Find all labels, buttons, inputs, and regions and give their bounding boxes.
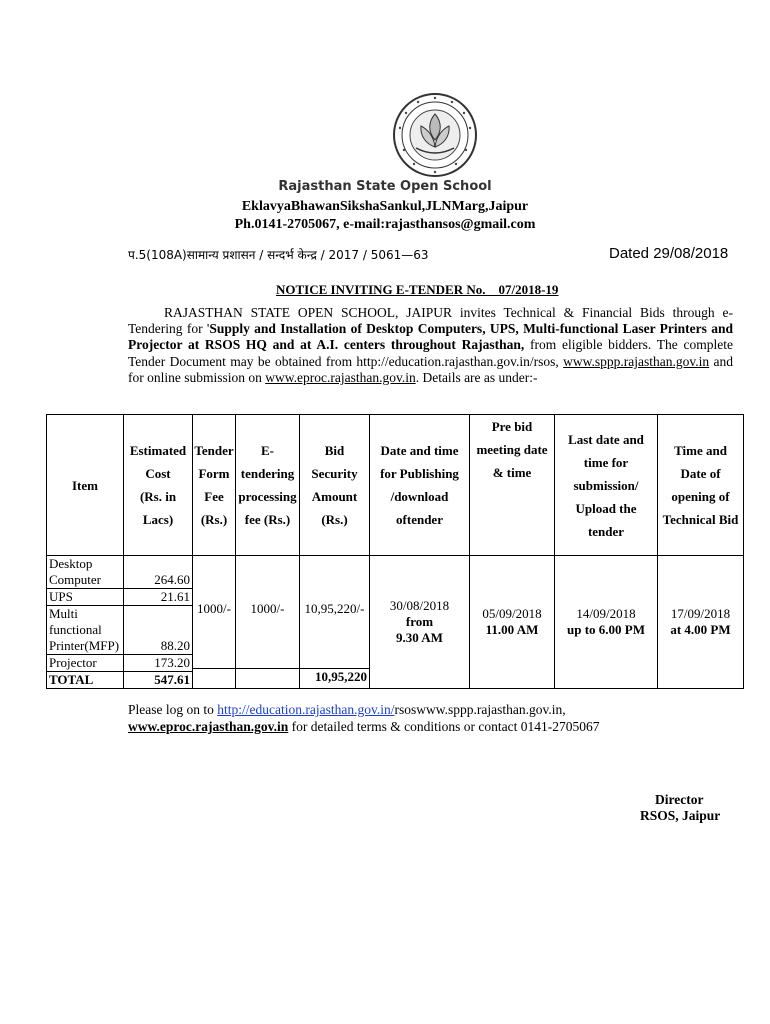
notice-date: Dated 29/08/2018 [609,245,729,262]
notice-subject: Supply and Installation of Desktop Computers, UPS, Multi-functional Laser Printers and Projector at RSOS HQ and at A.I. centers throughout Rajasthan, [128,321,733,353]
organization-address: EklavyaBhawanSikshaSankul,JLNMarg,Jaipur [241,199,529,214]
header-line: Date and time [380,443,459,458]
table-row [47,556,744,689]
header-line: Upload the [575,500,637,516]
bid-security-value: 10,95,220/- [300,556,369,669]
signatory-title: Director [655,792,704,807]
item-line: Printer(MFP) [49,638,120,653]
pre-bid-time: 11.00 AM [485,622,539,637]
header-line: time for [583,454,629,470]
item-total-label: TOTAL [49,672,94,687]
opening-date: 17/09/2018 [670,606,731,621]
header-line: meeting date [476,442,548,457]
item-projector: Projector [47,655,123,672]
eproc-link[interactable]: www.eproc.rajasthan.gov.in [265,369,416,385]
publishing-time: 9.30 AM [396,630,443,645]
header-line: Cost [145,466,171,481]
e-tendering-fee-value: 1000/- [236,556,299,669]
header-line: processing [238,489,297,504]
header-line: Fee [204,489,224,504]
opening-time: at 4.00 PM [670,622,731,637]
header-line: fee (Rs.) [244,512,291,527]
header-line: Date of [680,466,721,481]
education-portal-link[interactable]: http://education.rajasthan.gov.in/ [217,702,395,717]
header-line: E- [261,443,274,458]
header-line: Tender [194,443,234,458]
footer-prefix: Please log on to [128,702,218,717]
signatory-office: RSOS, Jaipur [640,808,721,823]
notice-body [128,305,733,386]
header-line: /download [390,489,449,504]
tender-fee-value: 1000/- [193,556,235,669]
item-line: Multi [49,606,78,621]
organization-name: Rajasthan State Open School [278,179,492,194]
item-line: Desktop [49,556,93,571]
item-line: Computer [49,572,101,587]
publishing-from: from [405,614,434,629]
header-line: Time and [674,443,727,458]
header-e-tendering-fee [236,415,300,556]
header-line: Last date and [568,431,644,447]
header-publishing-date [370,415,470,556]
header-line: Lacs) [142,512,174,527]
item-list [47,556,124,689]
header-line: Pre bid [491,419,533,434]
header-line: Estimated [129,443,187,458]
publishing-date: 30/08/2018 [389,598,450,613]
cost-desktop: 264.60 [124,556,192,589]
last-date-cell [555,556,658,689]
reference-number: प.5(108A)सामान्य प्रशासन / सन्दर्भ केन्द्र / 2017 / 5061—63 [128,248,429,262]
header-line: (Rs. in [139,489,177,504]
header-bid-security [300,415,370,556]
notice-after-subject: from eligible bidders. The complete Tender Document may be obtained from http://education.rajasthan.gov.in/rsos, [128,337,733,369]
item-line: functional [49,622,102,637]
opening-cell [658,556,744,689]
table-header-row [47,415,744,556]
publishing-cell [370,556,470,689]
header-estimated-cost [124,415,193,556]
cost-list [124,556,193,689]
notice-mid: and for online submission on [128,353,733,385]
last-date-time: up to 6.00 PM [567,622,645,637]
header-line: Amount [311,489,358,504]
header-line: opening of [671,489,730,504]
sppp-link[interactable]: www.sppp.rajasthan.gov.in [563,353,710,369]
notice-intro: RAJASTHAN STATE OPEN SCHOOL, JAIPUR invites Technical & Financial Bids through e-Tendering for ' [128,305,733,337]
bid-security-cell [300,556,370,689]
cost-projector: 173.20 [124,655,192,672]
header-line: Security [311,466,358,481]
header-line: Bid [324,443,345,458]
eproc-footer-link[interactable]: www.eproc.rajasthan.gov.in [128,719,289,734]
header-line: (Rs.) [321,512,348,527]
header-line: tender [587,523,625,539]
pre-bid-date: 05/09/2018 [482,606,542,621]
tender-details-table [46,414,744,689]
item-ups: UPS [47,589,123,606]
header-line: for Publishing [380,466,459,481]
header-line: submission/ [573,477,639,493]
cost-total: 547.61 [154,672,190,687]
header-line: & time [492,465,532,480]
pre-bid-cell [470,556,555,689]
header-line: Technical Bid [662,512,739,527]
header-opening [658,415,744,556]
footer-note [128,701,728,735]
header-line: oftender [396,512,443,527]
footer-middle: rsoswww.sppp.rajasthan.gov.in, [394,702,566,717]
footer-suffix: for detailed terms & conditions or contact 0141-2705067 [288,719,600,734]
rsos-logo [392,92,478,178]
bid-security-total: 10,95,220 [315,669,367,684]
header-tender-fee [193,415,236,556]
header-line: (Rs.) [200,512,228,527]
notice-title: NOTICE INVITING E-TENDER No. 07/2018-19 [276,282,559,297]
last-date-value: 14/09/2018 [576,606,636,621]
notice-end: . Details are as under:- [415,369,538,385]
tender-fee-cell [193,556,236,689]
cost-ups: 21.61 [124,589,192,606]
header-last-date [555,415,658,556]
header-line: Form [198,466,230,481]
header-item [47,415,124,556]
cost-mfp: 88.20 [124,606,192,655]
header-item-label: Item [72,477,98,493]
header-pre-bid [470,415,555,556]
item-mfp [47,606,123,655]
organization-contact: Ph.0141-2705067, e-mail:rajasthansos@gmail.com [234,217,536,232]
item-desktop [47,556,123,589]
header-line: tendering [240,466,295,481]
e-tendering-fee-cell [236,556,300,689]
